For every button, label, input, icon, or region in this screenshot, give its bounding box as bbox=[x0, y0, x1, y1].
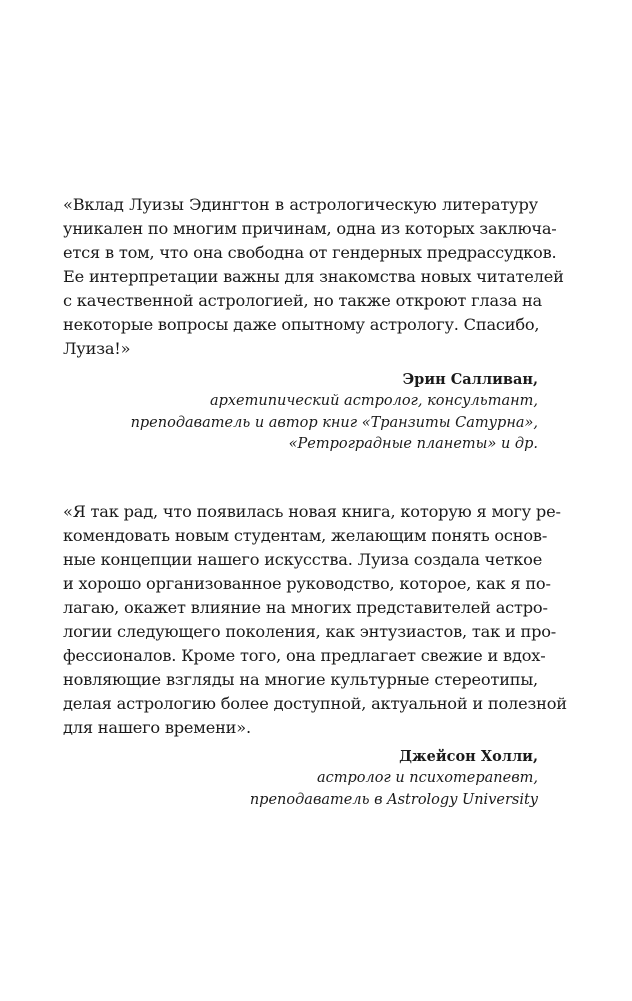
quote-line: «Вклад Луизы Эдингтон в астрологическую литературу bbox=[63, 195, 538, 214]
quote-line: уникален по многим причинам, одна из которых заключа- bbox=[63, 219, 557, 238]
quote-line: ные концепции нашего искусства. Луиза создала четкое bbox=[63, 550, 543, 569]
author-role: преподаватель в Astrology University bbox=[249, 791, 538, 808]
quote-line: и хорошо организованное руководство, которое, как я по- bbox=[63, 574, 551, 593]
quote-line: «Я так рад, что появилась новая книга, которую я могу ре- bbox=[63, 502, 561, 521]
quote-line: Ее интерпретации важны для знакомства новых читателей bbox=[63, 267, 564, 286]
quote-line: с качественной астрологией, но также откроют глаза на bbox=[63, 291, 542, 310]
author-role: архетипический астролог, консультант, bbox=[209, 393, 538, 409]
quote-line: ется в том, что она свободна от гендерных предрассудков. bbox=[63, 243, 557, 262]
quote-2-text bbox=[63, 500, 567, 740]
author-name: Эрин Салливан, bbox=[402, 371, 538, 388]
author-name: Джейсон Холли, bbox=[399, 748, 538, 765]
quote-1-text bbox=[63, 193, 564, 361]
quote-line: новляющие взгляды на многие культурные стереотипы, bbox=[63, 670, 538, 689]
quote-line: логии следующего поколения, как энтузиастов, так и про- bbox=[63, 622, 557, 641]
author-role: преподаватель и автор книг «Транзиты Сатурна», bbox=[130, 414, 538, 431]
quote-line: фессионалов. Кроме того, она предлагает свежие и вдох- bbox=[63, 646, 546, 665]
author-role: «Ретроградные планеты» и др. bbox=[288, 436, 538, 452]
author-role: астролог и психотерапевт, bbox=[316, 770, 538, 786]
quote-line: комендовать новым студентам, желающим понять основ- bbox=[63, 526, 548, 545]
quote-line: делая астрологию более доступной, актуальной и полезной bbox=[63, 694, 567, 713]
quote-2-attribution bbox=[63, 745, 538, 811]
quote-1-attribution bbox=[63, 368, 538, 456]
quote-line: Луиза!» bbox=[63, 339, 131, 358]
quote-line: некоторые вопросы даже опытному астрологу. Спасибо, bbox=[63, 315, 540, 334]
quote-line: для нашего времени». bbox=[63, 718, 251, 737]
quote-line: лагаю, окажет влияние на многих представителей астро- bbox=[63, 598, 548, 617]
